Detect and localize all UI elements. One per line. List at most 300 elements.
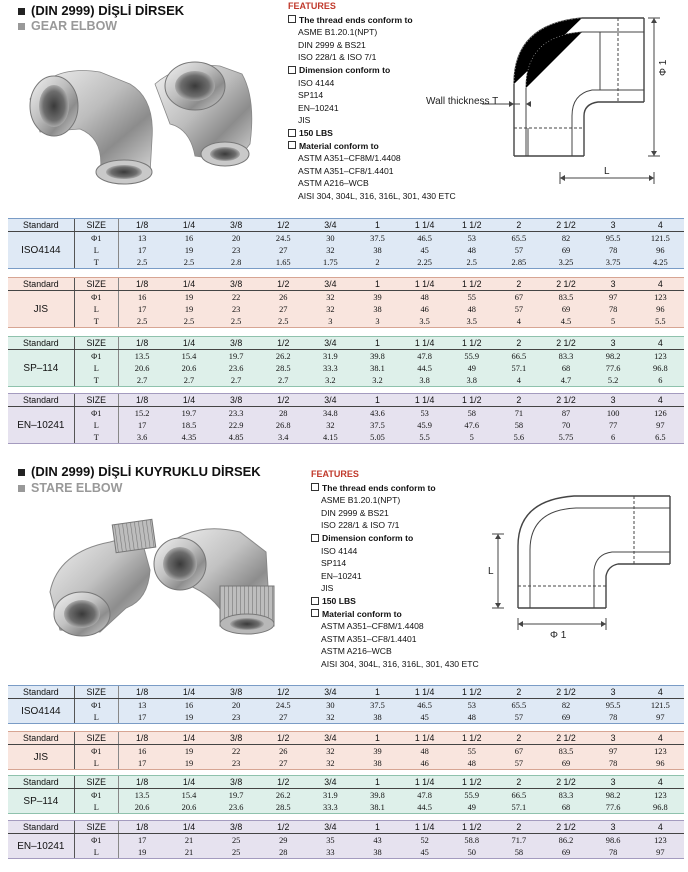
spec-table bbox=[8, 821, 684, 858]
header-cell: SIZE bbox=[74, 219, 118, 232]
value-cell: 15.4 bbox=[181, 351, 197, 361]
value-cell: 32 bbox=[326, 758, 335, 768]
value-cell: 38 bbox=[373, 245, 382, 255]
value-cell: 32 bbox=[326, 292, 335, 302]
dimension-label: Φ1 bbox=[74, 789, 118, 802]
value-cell: 22.9 bbox=[228, 420, 244, 430]
value-cell: 27 bbox=[279, 245, 288, 255]
table-jis-gear bbox=[8, 277, 684, 328]
value-cell: 45.9 bbox=[417, 420, 432, 430]
value-cell: 57 bbox=[514, 245, 524, 255]
header-cell: 1/8 bbox=[118, 394, 165, 407]
table-row bbox=[8, 834, 684, 847]
header-cell: 1 1/4 bbox=[401, 394, 448, 407]
value-cell: 39 bbox=[373, 746, 382, 756]
wall-thickness-label: Wall thickness T bbox=[426, 96, 499, 107]
value-cell: 58.8 bbox=[464, 835, 480, 845]
value-cell: 4.7 bbox=[560, 375, 572, 385]
header-cell: 3/4 bbox=[307, 686, 354, 699]
header-cell: 1 bbox=[354, 219, 401, 232]
table-header-row bbox=[8, 337, 684, 350]
value-cell: 5.5 bbox=[655, 316, 666, 326]
dimension-label: Φ1 bbox=[74, 350, 118, 363]
header-cell: 1/8 bbox=[118, 776, 165, 789]
value-cell: 38 bbox=[373, 847, 382, 857]
header-cell: SIZE bbox=[74, 686, 118, 699]
value-cell: 77.6 bbox=[605, 363, 621, 373]
gear-elbow-technical-drawing bbox=[422, 6, 684, 196]
section2-features bbox=[311, 468, 479, 671]
table-en10241-gear bbox=[8, 393, 684, 444]
header-cell: 3/4 bbox=[307, 821, 354, 834]
value-cell: 97 bbox=[656, 420, 665, 430]
feature-item: ISO 4144 bbox=[298, 77, 335, 88]
value-cell: 5.05 bbox=[370, 432, 385, 442]
header-cell: 1 1/2 bbox=[448, 776, 495, 789]
value-cell: 20 bbox=[231, 233, 241, 243]
header-cell: SIZE bbox=[74, 278, 118, 291]
feature-group-label: The thread ends conform to bbox=[322, 482, 436, 493]
value-cell: 123 bbox=[654, 292, 667, 302]
header-cell: 1 bbox=[354, 278, 401, 291]
value-cell: 49 bbox=[467, 802, 476, 812]
header-cell: Standard bbox=[8, 776, 74, 789]
value-cell: 38 bbox=[373, 758, 382, 768]
value-cell: 3.75 bbox=[605, 257, 621, 267]
value-cell: 2.5 bbox=[466, 257, 477, 267]
header-cell: SIZE bbox=[74, 337, 118, 350]
header-cell: 2 bbox=[495, 219, 542, 232]
value-cell: 48 bbox=[420, 746, 429, 756]
dimension-label: L bbox=[74, 757, 118, 769]
value-cell: 16 bbox=[137, 292, 147, 302]
value-cell: 98.2 bbox=[605, 790, 621, 800]
spec-table bbox=[8, 219, 684, 268]
square-bullet-icon bbox=[18, 469, 25, 476]
value-cell: 2.5 bbox=[230, 316, 242, 326]
value-cell: 4 bbox=[516, 316, 521, 326]
value-cell: 39.8 bbox=[370, 790, 385, 800]
value-cell: 3.6 bbox=[136, 432, 148, 442]
feature-group-label: 150 LBS bbox=[299, 127, 333, 138]
table-header-row bbox=[8, 821, 684, 834]
header-cell: 1 bbox=[354, 732, 401, 745]
value-cell: 26.8 bbox=[275, 420, 291, 430]
standard-name: SP–114 bbox=[8, 789, 74, 814]
value-cell: 25 bbox=[231, 835, 241, 845]
value-cell: 69 bbox=[561, 245, 571, 255]
value-cell: 82 bbox=[561, 700, 571, 710]
header-cell: 1/8 bbox=[118, 732, 165, 745]
value-cell: 49 bbox=[467, 363, 476, 373]
value-cell: 96.8 bbox=[653, 802, 668, 812]
header-cell: 1/2 bbox=[260, 278, 307, 291]
value-cell: 26.2 bbox=[275, 790, 291, 800]
value-cell: 44.5 bbox=[417, 363, 432, 373]
value-cell: 22 bbox=[231, 746, 241, 756]
value-cell: 3.2 bbox=[325, 375, 336, 385]
feature-group-label: The thread ends conform to bbox=[299, 14, 413, 25]
dimension-label: Φ1 bbox=[74, 291, 118, 304]
value-cell: 66.5 bbox=[511, 790, 527, 800]
standard-name: SP–114 bbox=[8, 350, 74, 387]
dimension-label: T bbox=[74, 256, 118, 268]
value-cell: 24.5 bbox=[275, 700, 291, 710]
checkbox-icon bbox=[288, 66, 296, 74]
value-cell: 69 bbox=[561, 758, 571, 768]
table-row bbox=[8, 350, 684, 363]
header-cell: 1/4 bbox=[165, 821, 212, 834]
header-cell: Standard bbox=[8, 686, 74, 699]
header-cell: 2 bbox=[495, 394, 542, 407]
value-cell: 5.2 bbox=[607, 375, 619, 385]
header-cell: 1 1/2 bbox=[448, 337, 495, 350]
table-row bbox=[8, 232, 684, 245]
header-cell: 1 1/2 bbox=[448, 278, 495, 291]
header-cell: 1 1/2 bbox=[448, 732, 495, 745]
header-cell: 1/4 bbox=[165, 337, 212, 350]
standard-name: EN–10241 bbox=[8, 834, 74, 859]
value-cell: 20 bbox=[231, 700, 241, 710]
value-cell: 82 bbox=[561, 233, 571, 243]
table-header-row bbox=[8, 732, 684, 745]
features-heading: FEATURES bbox=[288, 1, 336, 11]
header-cell: 3/4 bbox=[307, 219, 354, 232]
value-cell: 21 bbox=[184, 847, 194, 857]
value-cell: 1.65 bbox=[275, 257, 291, 267]
value-cell: 1.75 bbox=[323, 257, 338, 267]
header-cell: 3 bbox=[590, 394, 637, 407]
dimension-label: T bbox=[74, 374, 118, 386]
spec-table bbox=[8, 278, 684, 327]
value-cell: 78 bbox=[608, 245, 618, 255]
value-cell: 28.5 bbox=[275, 363, 291, 373]
square-bullet-icon bbox=[18, 485, 25, 492]
value-cell: 38.1 bbox=[370, 802, 385, 812]
value-cell: 53 bbox=[420, 408, 429, 418]
value-cell: 69 bbox=[561, 304, 571, 314]
value-cell: 2.85 bbox=[511, 257, 527, 267]
header-cell: SIZE bbox=[74, 821, 118, 834]
value-cell: 77 bbox=[608, 420, 618, 430]
feature-item: ASTM A216–WCB bbox=[298, 178, 369, 189]
value-cell: 83.3 bbox=[558, 790, 574, 800]
value-cell: 32 bbox=[326, 712, 335, 722]
section1-subtitle-text: GEAR ELBOW bbox=[31, 19, 118, 33]
header-cell: 3/4 bbox=[307, 337, 354, 350]
header-cell: 2 1/2 bbox=[542, 337, 589, 350]
table-iso4144-gear bbox=[8, 218, 684, 269]
square-bullet-icon bbox=[18, 23, 25, 30]
value-cell: 48 bbox=[467, 304, 476, 314]
value-cell: 35 bbox=[326, 835, 335, 845]
header-cell: 4 bbox=[637, 278, 684, 291]
feature-item: ISO 228/1 & ISO 7/1 bbox=[298, 52, 377, 63]
header-cell: Standard bbox=[8, 394, 74, 407]
value-cell: 15.4 bbox=[181, 790, 197, 800]
spec-table bbox=[8, 337, 684, 386]
value-cell: 2.5 bbox=[136, 257, 148, 267]
value-cell: 4.5 bbox=[560, 316, 572, 326]
value-cell: 2.7 bbox=[278, 375, 289, 385]
value-cell: 100 bbox=[606, 408, 620, 418]
header-cell: 1 bbox=[354, 394, 401, 407]
standard-name: JIS bbox=[8, 745, 74, 770]
header-cell: 2 1/2 bbox=[542, 776, 589, 789]
header-cell: 4 bbox=[637, 732, 684, 745]
value-cell: 2.5 bbox=[136, 316, 148, 326]
value-cell: 55.9 bbox=[464, 790, 480, 800]
value-cell: 96.8 bbox=[653, 363, 668, 373]
table-row bbox=[8, 362, 684, 374]
feature-group-label: Dimension conform to bbox=[322, 532, 414, 543]
value-cell: 43.6 bbox=[370, 408, 385, 418]
value-cell: 95.5 bbox=[605, 700, 621, 710]
feature-group bbox=[311, 482, 479, 495]
dimension-label: Φ1 bbox=[74, 699, 118, 712]
value-cell: 57 bbox=[514, 712, 524, 722]
value-cell: 6 bbox=[611, 432, 616, 442]
header-cell: 1/2 bbox=[260, 821, 307, 834]
table-row bbox=[8, 789, 684, 802]
value-cell: 39.8 bbox=[370, 351, 385, 361]
value-cell: 83.3 bbox=[558, 351, 574, 361]
value-cell: 30 bbox=[326, 233, 335, 243]
square-bullet-icon bbox=[18, 8, 25, 15]
table-row bbox=[8, 374, 684, 386]
value-cell: 20.6 bbox=[134, 363, 150, 373]
value-cell: 55 bbox=[467, 746, 476, 756]
value-cell: 20.6 bbox=[181, 802, 197, 812]
value-cell: 23 bbox=[231, 712, 241, 722]
dimension-label: L bbox=[74, 711, 118, 723]
feature-item: DIN 2999 & BS21 bbox=[298, 39, 366, 50]
feature-item: JIS bbox=[321, 583, 334, 594]
header-cell: 2 bbox=[495, 337, 542, 350]
header-cell: 2 1/2 bbox=[542, 278, 589, 291]
header-cell: 1/2 bbox=[260, 686, 307, 699]
header-cell: SIZE bbox=[74, 394, 118, 407]
feature-group-label: 150 LBS bbox=[322, 595, 356, 606]
value-cell: 19 bbox=[184, 712, 194, 722]
table-row bbox=[8, 303, 684, 315]
feature-item: JIS bbox=[298, 115, 311, 126]
value-cell: 47.8 bbox=[417, 790, 432, 800]
value-cell: 46 bbox=[420, 758, 429, 768]
feature-item: DIN 2999 & BS21 bbox=[321, 507, 389, 518]
value-cell: 65.5 bbox=[511, 233, 527, 243]
header-cell: 2 1/2 bbox=[542, 219, 589, 232]
header-cell: 3 bbox=[590, 337, 637, 350]
header-cell: 3 bbox=[590, 732, 637, 745]
header-cell: 1 bbox=[354, 776, 401, 789]
header-cell: 2 bbox=[495, 821, 542, 834]
value-cell: 26 bbox=[279, 746, 288, 756]
header-cell: 1 bbox=[354, 821, 401, 834]
value-cell: 77.6 bbox=[605, 802, 621, 812]
value-cell: 27 bbox=[279, 712, 288, 722]
value-cell: 68 bbox=[561, 802, 571, 812]
value-cell: 27 bbox=[279, 304, 288, 314]
value-cell: 45 bbox=[420, 245, 429, 255]
table-header-row bbox=[8, 278, 684, 291]
value-cell: 17 bbox=[137, 712, 147, 722]
table-row bbox=[8, 699, 684, 712]
value-cell: 123 bbox=[654, 835, 667, 845]
header-cell: 4 bbox=[637, 776, 684, 789]
value-cell: 17 bbox=[137, 245, 147, 255]
value-cell: 2.5 bbox=[278, 316, 289, 326]
value-cell: 33 bbox=[326, 847, 335, 857]
header-cell: 4 bbox=[637, 219, 684, 232]
value-cell: 43 bbox=[373, 835, 382, 845]
value-cell: 37.5 bbox=[370, 700, 385, 710]
value-cell: 97 bbox=[656, 847, 665, 857]
header-cell: 1 1/4 bbox=[401, 337, 448, 350]
value-cell: 5.5 bbox=[419, 432, 430, 442]
value-cell: 71.7 bbox=[511, 835, 527, 845]
spec-table bbox=[8, 776, 684, 813]
value-cell: 57.1 bbox=[511, 363, 527, 373]
section1-subtitle bbox=[18, 19, 117, 33]
value-cell: 58 bbox=[467, 408, 476, 418]
value-cell: 55.9 bbox=[464, 351, 480, 361]
value-cell: 78 bbox=[608, 847, 618, 857]
value-cell: 16 bbox=[184, 700, 194, 710]
table-row bbox=[8, 757, 684, 769]
dimension-label: L bbox=[74, 303, 118, 315]
value-cell: 67 bbox=[514, 292, 524, 302]
value-cell: 4.35 bbox=[181, 432, 197, 442]
value-cell: 19.7 bbox=[228, 790, 244, 800]
feature-item: ASTM A351–CF8/1.4401 bbox=[321, 633, 417, 644]
header-cell: SIZE bbox=[74, 776, 118, 789]
header-cell: Standard bbox=[8, 732, 74, 745]
header-cell: Standard bbox=[8, 219, 74, 232]
standard-name: ISO4144 bbox=[8, 699, 74, 724]
value-cell: 2.7 bbox=[183, 375, 195, 385]
value-cell: 22 bbox=[231, 292, 241, 302]
value-cell: 38 bbox=[373, 304, 382, 314]
header-cell: 1/2 bbox=[260, 394, 307, 407]
value-cell: 27 bbox=[279, 758, 288, 768]
value-cell: 97 bbox=[608, 746, 618, 756]
table-header-row bbox=[8, 219, 684, 232]
value-cell: 32 bbox=[326, 420, 335, 430]
feature-item: ASME B1.20.1(NPT) bbox=[321, 495, 401, 506]
value-cell: 71 bbox=[514, 408, 524, 418]
table-row bbox=[8, 291, 684, 304]
feature-group-label: Material conform to bbox=[299, 140, 379, 151]
header-cell: 2 1/2 bbox=[542, 821, 589, 834]
table-row bbox=[8, 256, 684, 268]
value-cell: 2.7 bbox=[136, 375, 148, 385]
dimension-label: L bbox=[74, 244, 118, 256]
value-cell: 32 bbox=[326, 304, 335, 314]
table-sp114-stare bbox=[8, 775, 684, 814]
header-cell: 3 bbox=[590, 821, 637, 834]
feature-item: ASME B1.20.1(NPT) bbox=[298, 27, 378, 38]
dimension-label: L bbox=[74, 362, 118, 374]
header-cell: 1 1/4 bbox=[401, 219, 448, 232]
section2-subtitle-text: STARE ELBOW bbox=[31, 481, 123, 495]
header-cell: 1/4 bbox=[165, 278, 212, 291]
header-cell: 2 1/2 bbox=[542, 394, 589, 407]
value-cell: 48 bbox=[467, 245, 476, 255]
header-cell: 1/8 bbox=[118, 278, 165, 291]
value-cell: 23.6 bbox=[228, 802, 244, 812]
table-jis-stare bbox=[8, 731, 684, 770]
value-cell: 17 bbox=[137, 835, 147, 845]
value-cell: 19.7 bbox=[181, 408, 197, 418]
value-cell: 2 bbox=[375, 257, 380, 267]
dimension-label: L bbox=[74, 846, 118, 858]
features-heading: FEATURES bbox=[311, 469, 359, 479]
header-cell: 3/8 bbox=[213, 337, 260, 350]
value-cell: 13.5 bbox=[134, 790, 150, 800]
value-cell: 83.5 bbox=[558, 746, 574, 756]
value-cell: 69 bbox=[561, 712, 571, 722]
value-cell: 21 bbox=[184, 835, 194, 845]
value-cell: 123 bbox=[654, 746, 667, 756]
value-cell: 68 bbox=[561, 363, 571, 373]
header-cell: 1/2 bbox=[260, 219, 307, 232]
value-cell: 28 bbox=[279, 408, 288, 418]
header-cell: 1 bbox=[354, 686, 401, 699]
header-cell: 3/8 bbox=[213, 394, 260, 407]
value-cell: 15.2 bbox=[134, 408, 150, 418]
table-header-row bbox=[8, 776, 684, 789]
value-cell: 16 bbox=[184, 233, 194, 243]
section2-title bbox=[18, 464, 261, 479]
value-cell: 48 bbox=[467, 758, 476, 768]
header-cell: 3/8 bbox=[213, 821, 260, 834]
value-cell: 87 bbox=[561, 408, 571, 418]
value-cell: 16 bbox=[137, 746, 147, 756]
section2-title-text: (DIN 2999) DİŞLİ KUYRUKLU DİRSEK bbox=[31, 464, 261, 479]
table-row bbox=[8, 315, 684, 327]
header-cell: 3/4 bbox=[307, 732, 354, 745]
checkbox-icon bbox=[311, 609, 319, 617]
value-cell: 31.9 bbox=[323, 790, 338, 800]
checkbox-icon bbox=[288, 129, 296, 137]
dimension-label: Φ1 bbox=[74, 745, 118, 758]
feature-item: ISO 228/1 & ISO 7/1 bbox=[321, 520, 400, 531]
header-cell: 1 1/4 bbox=[401, 732, 448, 745]
header-cell: 2 bbox=[495, 732, 542, 745]
value-cell: 37.5 bbox=[370, 420, 385, 430]
value-cell: 47.8 bbox=[417, 351, 432, 361]
value-cell: 50 bbox=[467, 847, 476, 857]
value-cell: 2.25 bbox=[417, 257, 432, 267]
header-cell: 1/8 bbox=[118, 821, 165, 834]
table-row bbox=[8, 244, 684, 256]
header-cell: 1/4 bbox=[165, 776, 212, 789]
value-cell: 23 bbox=[231, 245, 241, 255]
value-cell: 52 bbox=[420, 835, 429, 845]
header-cell: 3/8 bbox=[213, 278, 260, 291]
value-cell: 4.85 bbox=[228, 432, 244, 442]
value-cell: 28 bbox=[279, 847, 288, 857]
dimension-label: Φ1 bbox=[74, 407, 118, 420]
value-cell: 32 bbox=[326, 746, 335, 756]
value-cell: 96 bbox=[656, 304, 665, 314]
value-cell: 58 bbox=[514, 847, 524, 857]
table-row bbox=[8, 711, 684, 723]
header-cell: Standard bbox=[8, 278, 74, 291]
value-cell: 53 bbox=[467, 233, 476, 243]
value-cell: 46.5 bbox=[417, 233, 432, 243]
